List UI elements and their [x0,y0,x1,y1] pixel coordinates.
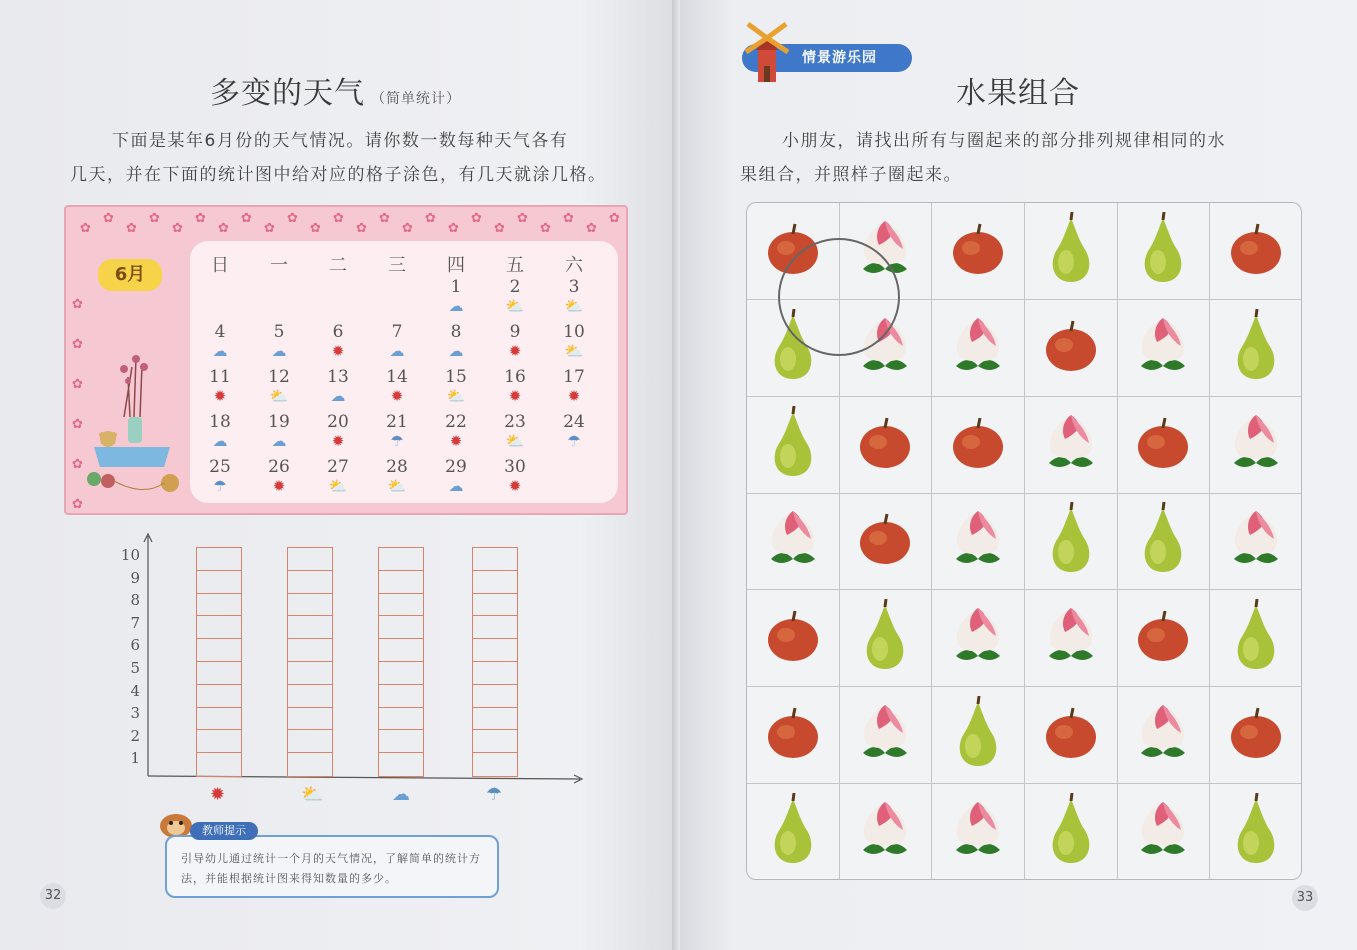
fruit-cell[interactable] [1118,590,1211,687]
apple-icon [1227,704,1285,766]
calendar-day [485,412,545,456]
y-tick-label: 6 [130,636,140,655]
bar-cell[interactable] [379,571,423,594]
peach-icon [1041,604,1101,672]
bar-cell[interactable] [197,730,241,753]
y-tick-label: 7 [130,613,140,632]
peach-icon [1226,507,1286,575]
day-number: 16 [504,367,526,387]
day-number: 14 [386,367,408,387]
sun-cloud-icon: ⛅ [505,297,525,315]
y-tick-label: 1 [130,749,140,768]
cloud-icon: ☁ [330,387,346,405]
sun-icon: ✹ [508,477,522,495]
sun-cloud-icon: ⛅ [505,432,525,450]
calendar-day [426,412,486,456]
calendar-day [308,457,368,501]
calendar-day [544,277,604,321]
pear-icon [1229,793,1283,871]
flower-decoration: ✿ [80,221,91,236]
bar-cell[interactable] [473,616,517,639]
pear-icon [1044,502,1098,580]
fruit-cell[interactable] [1210,494,1302,591]
calendar-day [485,457,545,501]
instruction-line-2: 果组合，并照样子圈起来。 [740,165,962,185]
flower-decoration: ✿ [72,497,83,512]
weekday-header: 二 [329,255,347,276]
flower-decoration: ✿ [241,211,252,226]
apple-icon [1134,607,1192,669]
fruit-cell[interactable] [1118,784,1211,880]
bar-cell[interactable] [473,708,517,731]
cloud-icon: ☁ [271,342,287,360]
instruction-line-2: 几天，并在下面的统计图中给对应的格子涂色，有几天就涂几格。 [70,165,607,185]
bar-cell[interactable] [197,639,241,662]
bar-cell[interactable] [379,730,423,753]
y-tick-label: 2 [130,726,140,745]
sun-cloud-icon: ⛅ [269,387,289,405]
bar-cell[interactable] [473,662,517,685]
bar-cell[interactable] [379,594,423,617]
day-number: 5 [273,322,285,342]
sun-icon: ✹ [331,432,345,450]
apple-icon [949,414,1007,476]
y-tick-label: 10 [120,546,140,564]
bar-cell[interactable] [288,708,332,731]
bar-cell[interactable] [379,548,423,571]
day-number: 19 [268,412,290,432]
flower-decoration: ✿ [72,377,83,392]
sun-cloud-icon: ⛅ [564,342,584,360]
calendar-day [544,412,604,456]
fruit-cell[interactable] [1025,494,1118,591]
day-number: 30 [504,457,526,477]
calendar-day [426,277,486,321]
day-number: 6 [332,322,344,342]
fruit-cell[interactable] [1210,784,1302,880]
pear-icon [1136,502,1190,580]
calendar-day [308,322,368,366]
pear-icon [766,406,820,484]
flower-decoration: ✿ [126,221,137,236]
cloud-icon: ☁ [448,297,464,315]
rain-cloud-icon: ☂ [486,784,503,805]
flower-decoration: ✿ [517,211,528,226]
fruit-cell[interactable] [1025,203,1118,300]
fruit-cell[interactable] [1118,687,1211,784]
calendar-day [190,412,250,456]
bar-cell[interactable] [379,753,423,776]
pear-icon [766,793,820,871]
rain-cloud-icon: ☂ [213,477,227,495]
flower-decoration: ✿ [72,457,83,472]
bar-cell[interactable] [473,639,517,662]
calendar-day [367,367,427,411]
calendar-day [426,322,486,366]
pear-icon [951,696,1005,774]
bar-cell[interactable] [288,639,332,662]
sun-icon: ✹ [390,387,404,405]
sun-icon: ✹ [213,387,227,405]
peach-icon [1226,411,1286,479]
bar-column[interactable] [472,547,518,777]
instruction-line-1: 小朋友，请找出所有与圈起来的部分排列规律相同的水 [782,131,1226,151]
bar-cell[interactable] [288,616,332,639]
flower-decoration: ✿ [72,337,83,352]
fruit-cell[interactable] [840,494,933,591]
sun-cloud-icon: ⛅ [387,477,407,495]
sun-icon: ✹ [508,387,522,405]
bar-cell[interactable] [197,571,241,594]
y-tick-label: 3 [130,704,140,723]
day-number: 3 [568,277,580,297]
calendar-day [485,367,545,411]
y-tick-label: 4 [130,681,140,700]
fruit-cell[interactable] [840,397,933,494]
fruit-cell[interactable] [1025,300,1118,397]
page-title: 水果组合 [956,76,1080,111]
apple-icon [856,414,914,476]
day-number: 18 [209,412,231,432]
bar-column[interactable] [287,547,333,777]
fruit-cell[interactable] [747,687,840,784]
instruction-line-1: 下面是某年6月份的天气情况。请你数一数每种天气各有 [112,131,569,151]
bar-cell[interactable] [379,708,423,731]
apple-icon [764,704,822,766]
fruit-cell[interactable] [840,784,933,880]
bar-cell[interactable] [197,662,241,685]
bar-cell[interactable] [473,753,517,776]
peach-icon [948,507,1008,575]
calendar-day [308,412,368,456]
calendar-day [190,367,250,411]
bar-cell[interactable] [379,662,423,685]
bar-cell[interactable] [288,753,332,776]
flower-decoration: ✿ [563,211,574,226]
day-number: 7 [391,322,403,342]
rain-cloud-icon: ☂ [567,432,581,450]
apple-icon [949,220,1007,282]
bar-cell[interactable] [288,730,332,753]
cloud-icon: ☁ [448,477,464,495]
flower-decoration: ✿ [471,211,482,226]
bar-cell[interactable] [288,594,332,617]
calendar-day [426,367,486,411]
day-number: 13 [327,367,349,387]
fruit-cell[interactable] [840,687,933,784]
day-number: 11 [209,367,231,387]
flower-decoration: ✿ [103,211,114,226]
title-subtitle: （简单统计） [371,91,461,107]
flower-decoration: ✿ [72,297,83,312]
teacher-tip-box [165,835,499,898]
flower-decoration: ✿ [264,221,275,236]
bar-cell[interactable] [288,685,332,708]
cloud-icon: ☁ [448,342,464,360]
day-number: 20 [327,412,349,432]
weekday-header: 六 [565,255,583,276]
cloud-icon: ☁ [389,342,405,360]
peach-icon [1133,314,1193,382]
windmill-icon [738,22,794,86]
calendar-day [426,457,486,501]
page-number: 32 [40,883,66,909]
fruit-cell[interactable] [1210,300,1302,397]
peach-icon [948,604,1008,672]
peach-icon [948,314,1008,382]
bar-cell[interactable] [288,571,332,594]
cloud-icon: ☁ [212,342,228,360]
cloud-icon: ☁ [271,432,287,450]
page-title [210,68,461,112]
sun-icon: ✹ [210,784,226,805]
bar-cell[interactable] [379,616,423,639]
flower-decoration: ✿ [609,211,620,226]
y-tick-label: 9 [130,568,140,587]
calendar-day [367,457,427,501]
day-number: 1 [450,277,462,297]
weekday-header: 五 [506,255,524,276]
sun-cloud-icon: ⛅ [446,387,466,405]
fruit-cell[interactable] [747,397,840,494]
flower-decoration: ✿ [425,211,436,226]
fruit-cell[interactable] [1025,590,1118,687]
calendar-day [367,322,427,366]
day-number: 21 [386,412,408,432]
bar-cell[interactable] [379,639,423,662]
section-badge: 情景游乐园 [742,44,912,72]
bar-cell[interactable] [473,571,517,594]
peach-icon [948,798,1008,866]
fruit-cell[interactable] [1118,494,1211,591]
day-number: 9 [509,322,521,342]
fruit-cell[interactable] [932,203,1025,300]
day-number: 26 [268,457,290,477]
fruit-cell[interactable] [840,590,933,687]
bar-cell[interactable] [288,662,332,685]
day-number: 25 [209,457,231,477]
bar-cell[interactable] [473,594,517,617]
bar-cell[interactable] [288,548,332,571]
pear-icon [1229,599,1283,677]
cloud-icon: ☁ [392,784,410,805]
flower-decoration: ✿ [218,221,229,236]
fruit-cell[interactable] [1118,397,1211,494]
calendar-day [249,412,309,456]
fruit-cell[interactable] [1210,397,1302,494]
fruit-cell[interactable] [1210,590,1302,687]
cloud-icon: ☁ [212,432,228,450]
fruit-cell[interactable] [1118,300,1211,397]
fruit-cell[interactable] [747,590,840,687]
day-number: 27 [327,457,349,477]
calendar-day [308,367,368,411]
bar-cell[interactable] [473,685,517,708]
flower-decoration: ✿ [287,211,298,226]
day-number: 8 [450,322,462,342]
fruit-cell[interactable] [932,590,1025,687]
apple-icon [1042,317,1100,379]
calendar-day [249,367,309,411]
fruit-cell[interactable] [932,687,1025,784]
weekday-header: 三 [388,255,406,276]
day-number: 10 [563,322,585,342]
bar-cell[interactable] [379,685,423,708]
bar-column[interactable] [378,547,424,777]
day-number: 15 [445,367,467,387]
bar-cell[interactable] [197,753,241,776]
weather-statistics-chart [110,530,590,820]
fruit-cell[interactable] [932,784,1025,880]
fruit-cell[interactable] [1025,397,1118,494]
calendar-grid [190,241,618,503]
flower-decoration: ✿ [356,221,367,236]
flower-decoration: ✿ [195,211,206,226]
calendar-day [367,412,427,456]
sun-cloud-icon: ⛅ [301,784,324,805]
sun-icon: ✹ [272,477,286,495]
day-number: 17 [563,367,585,387]
pear-icon [1229,309,1283,387]
calendar-day [544,322,604,366]
bar-cell[interactable] [197,685,241,708]
peach-icon [855,701,915,769]
weekday-header: 一 [270,255,288,276]
y-tick-label: 8 [130,591,140,610]
flower-decoration: ✿ [586,221,597,236]
fruit-cell[interactable] [1118,203,1211,300]
bar-column[interactable] [196,547,242,777]
flower-decoration: ✿ [402,221,413,236]
flower-decoration: ✿ [379,211,390,226]
flower-decoration: ✿ [172,221,183,236]
apple-icon [856,510,914,572]
pear-icon [858,599,912,677]
sun-cloud-icon: ⛅ [564,297,584,315]
peach-icon [1041,411,1101,479]
right-page [680,0,1357,950]
bar-cell[interactable] [197,708,241,731]
day-number: 29 [445,457,467,477]
peach-icon [1133,798,1193,866]
apple-icon [1042,704,1100,766]
sun-icon: ✹ [449,432,463,450]
weekday-header: 日 [211,255,229,276]
apple-icon [1134,414,1192,476]
apple-icon [1227,220,1285,282]
flower-decoration: ✿ [149,211,160,226]
bar-cell[interactable] [473,730,517,753]
flower-decoration: ✿ [333,211,344,226]
sun-icon: ✹ [508,342,522,360]
calendar-day [249,457,309,501]
calendar-day [485,322,545,366]
peach-icon [855,798,915,866]
pear-icon [1136,212,1190,290]
sun-icon: ✹ [567,387,581,405]
fruit-cell[interactable] [932,300,1025,397]
calendar-day [190,457,250,501]
page-number: 33 [1292,885,1318,911]
day-number: 23 [504,412,526,432]
fruit-cell[interactable] [1210,203,1302,300]
apple-icon [764,607,822,669]
calendar-day [190,322,250,366]
calendar-day [485,277,545,321]
fruit-cell[interactable] [932,397,1025,494]
day-number: 4 [214,322,226,342]
flower-decoration: ✿ [310,221,321,236]
calendar-day [249,322,309,366]
tip-text: 引导幼儿通过统计一个月的天气情况，了解简单的统计方法，并能根据统计图来得知数量的多少。 [181,852,481,885]
day-number: 24 [563,412,585,432]
fruit-cell[interactable] [747,784,840,880]
peach-icon [763,507,823,575]
bar-cell[interactable] [473,548,517,571]
calendar-day [544,367,604,411]
rain-cloud-icon: ☂ [390,432,404,450]
y-tick-label: 5 [130,659,140,677]
vase-toys-illustration [84,347,180,497]
tip-tag: 教师提示 [190,822,258,840]
sample-circle [778,238,900,356]
day-number: 22 [445,412,467,432]
bar-cell[interactable] [197,616,241,639]
fruit-cell[interactable] [747,494,840,591]
pear-icon [1044,212,1098,290]
calendar-panel [64,205,628,515]
fruit-cell[interactable] [1210,687,1302,784]
fruit-cell[interactable] [1025,687,1118,784]
pear-icon [1044,793,1098,871]
title-text: 多变的天气 [210,76,365,111]
fruit-cell[interactable] [1025,784,1118,880]
sun-cloud-icon: ⛅ [328,477,348,495]
month-badge: 6月 [98,259,162,291]
flower-decoration: ✿ [540,221,551,236]
peach-icon [1133,701,1193,769]
chart-axes [110,530,590,790]
weekday-header: 四 [447,255,465,276]
flower-decoration: ✿ [72,417,83,432]
sun-icon: ✹ [331,342,345,360]
bar-cell[interactable] [197,594,241,617]
flower-decoration: ✿ [494,221,505,236]
bar-cell[interactable] [197,548,241,571]
flower-decoration: ✿ [448,221,459,236]
day-number: 28 [386,457,408,477]
day-number: 2 [509,277,521,297]
day-number: 12 [268,367,290,387]
fruit-cell[interactable] [932,494,1025,591]
